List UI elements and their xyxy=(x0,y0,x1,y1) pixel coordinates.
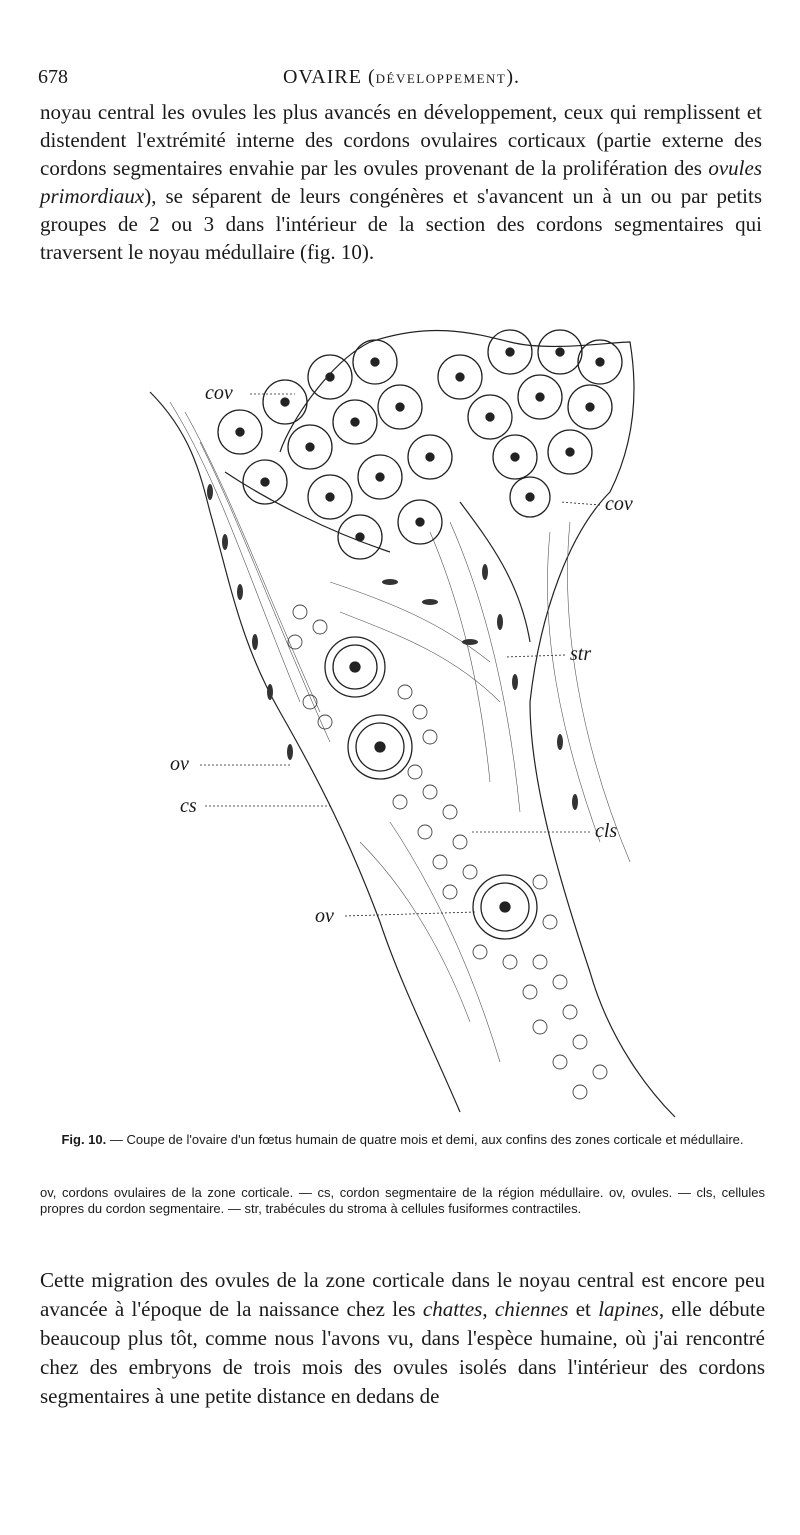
label-cls: cls xyxy=(595,820,618,842)
page-number: 678 xyxy=(38,66,68,88)
fibrous-stroma xyxy=(170,402,630,1062)
figure-caption xyxy=(40,1132,765,1148)
running-title-small-caps: DÉVELOPPEMENT xyxy=(375,71,507,86)
label-str: str xyxy=(570,643,592,665)
running-header xyxy=(38,66,758,94)
figure-legend-text: ov, cordons ovulaires de la zone corticale. — cs, cordon segmentaire de la région médullaire. ov, ovules. — cls, cellules propres du cordon segmentaire. — str, trabécules du stroma à cellules fusiformes contractiles. xyxy=(40,1185,765,1216)
top-paragraph-text-a: noyau central les ovules les plus avancés en développement, ceux qui remplissent et distendent l'extrémité interne des cordons ovulaires corticaux (partie externe des cordons segmentaires envahie par les ovules provenant de la prolifération des xyxy=(40,100,762,180)
bottom-paragraph xyxy=(40,1266,765,1411)
bottom-italic-lapines: lapines xyxy=(598,1297,659,1321)
running-title-main: OVAIRE ( xyxy=(283,66,376,88)
figure-caption-text: — Coupe de l'ovaire d'un fœtus humain de quatre mois et demi, aux confins des zones corticale et médullaire. xyxy=(106,1132,744,1147)
cord-cells xyxy=(288,605,607,1099)
figure-legend xyxy=(40,1185,765,1217)
bottom-text-3: et xyxy=(568,1297,599,1321)
stroma-outline xyxy=(150,330,675,1117)
label-cov-right: cov xyxy=(605,493,633,515)
figure-caption-label: Fig. 10. xyxy=(61,1132,107,1147)
bottom-italic-chiennes: chiennes xyxy=(494,1297,569,1321)
bottom-text-4: , elle débute beaucoup plus tôt, comme nous l'avons vu, dans l'espèce humaine, où j'ai rencontré chez des embryons de trois mois des ovules isolés dans l'intérieur des cordons segmentaires à une petite distance en dedans de xyxy=(40,1297,766,1408)
bottom-text-2: , xyxy=(482,1297,495,1321)
bottom-italic-chattes: chattes xyxy=(422,1297,483,1321)
cortical-ovules xyxy=(218,330,622,559)
label-ov-2: ov xyxy=(315,905,334,927)
top-paragraph xyxy=(40,98,762,266)
migrating-ovules xyxy=(325,637,537,939)
running-title xyxy=(283,66,520,89)
label-cs: cs xyxy=(180,795,197,817)
figure-10-illustration xyxy=(130,282,700,1122)
top-paragraph-italic: ovules primordiaux xyxy=(40,156,762,208)
ovary-section-drawing xyxy=(130,282,700,1122)
bottom-text-1: Cette migration des ovules de la zone corticale dans le noyau central est encore peu avancée à l'époque de la naissance chez les xyxy=(40,1268,765,1321)
label-ov-1: ov xyxy=(170,753,189,775)
running-title-end: ). xyxy=(506,66,521,88)
top-paragraph-text-b: ), se séparent de leurs congénères et s'avancent un à un ou par petits groupes de 2 ou 3 dans l'intérieur de la section des cordons segmentaires qui traversent le noyau médullaire (fig. 10). xyxy=(40,184,762,264)
label-cov-left: cov xyxy=(205,382,233,404)
spindle-nuclei xyxy=(207,484,578,810)
